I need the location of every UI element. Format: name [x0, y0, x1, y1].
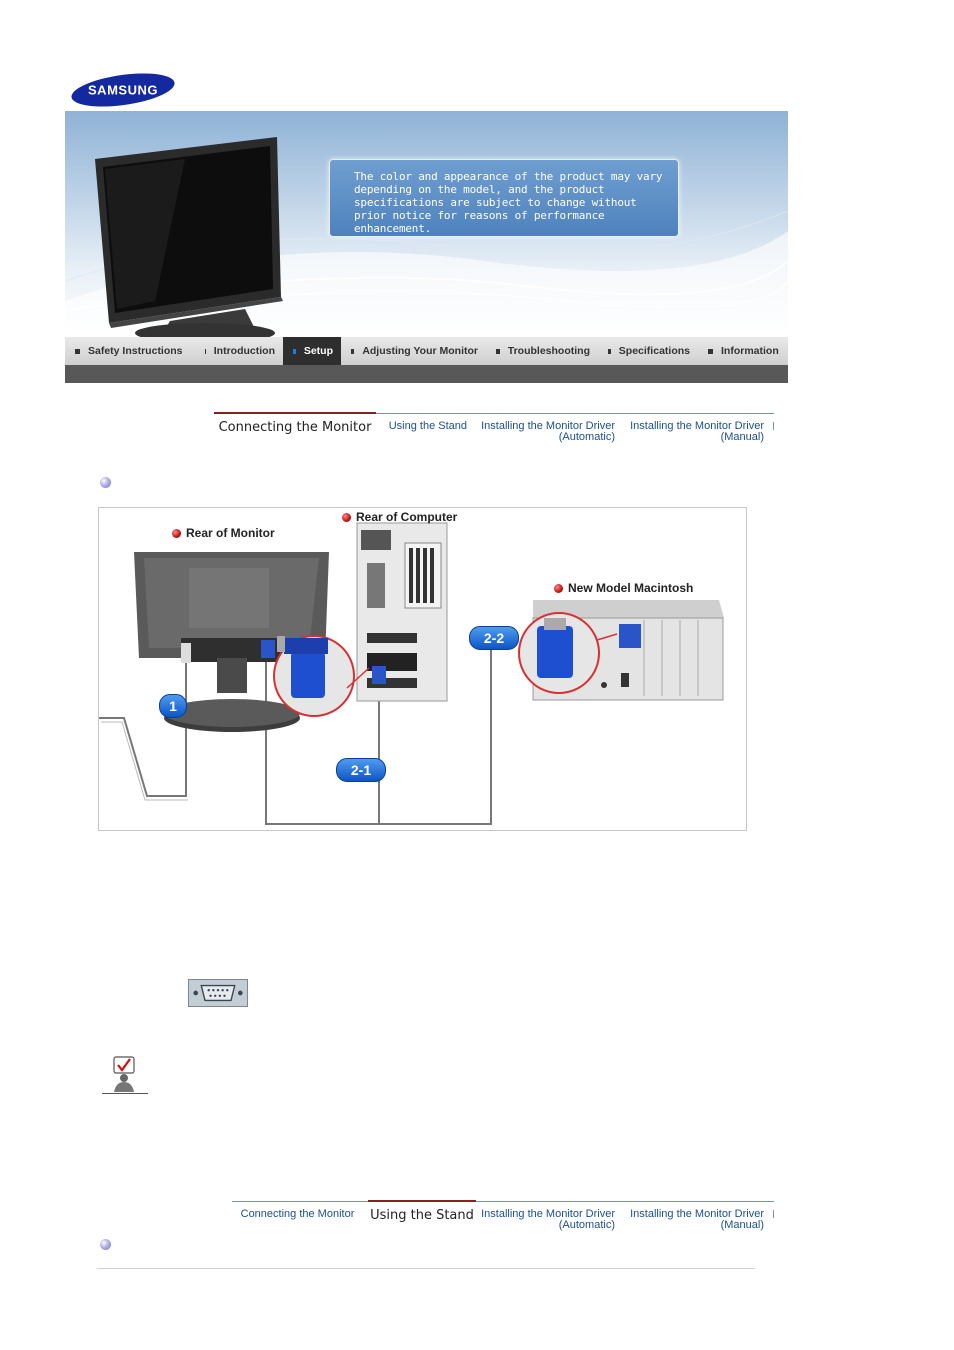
divider	[97, 1268, 755, 1269]
nav-item-information[interactable]: Information	[698, 337, 788, 365]
samsung-logo[interactable]	[70, 72, 176, 108]
red-dot-icon	[172, 529, 181, 538]
diagram-illustration	[99, 508, 747, 831]
computer-rear-illustration	[357, 523, 447, 701]
note-icon	[102, 1055, 148, 1095]
notice-text: The color and appearance of the product may vary depending on the model, and the product specifications are subject to change without prior notice for reasons of performance enhancement.	[354, 170, 663, 235]
sub-nav-bottom	[214, 1201, 774, 1241]
monitor-connector-zoom	[274, 636, 354, 716]
mac-connector-zoom	[519, 613, 599, 693]
banner	[65, 111, 788, 337]
section-bullet-icon	[100, 1239, 111, 1250]
tab-using-the-stand-bottom[interactable]: Using the Stand	[368, 1200, 476, 1234]
bullet-square-icon	[351, 349, 354, 354]
bullet-square-icon	[496, 349, 500, 354]
bullet-square-icon	[708, 349, 713, 354]
nav-item-adjusting-your-monitor[interactable]: Adjusting Your Monitor	[341, 337, 486, 365]
nav-strip	[65, 365, 788, 383]
callout-2-2: 2-2	[469, 626, 519, 650]
bullet-square-icon	[293, 349, 296, 354]
callout-1: 1	[159, 694, 187, 718]
nav-item-specifications[interactable]: Specifications	[598, 337, 698, 365]
label-rear-of-monitor: Rear of Monitor	[172, 526, 275, 540]
tab-using-the-stand[interactable]: Using the Stand	[388, 420, 467, 432]
bullet-square-icon	[608, 349, 611, 354]
tab-driver-manual-bottom[interactable]: Installing the Monitor Driver (Manual)	[630, 1208, 764, 1231]
sub-nav-top	[214, 413, 774, 453]
tab-driver-automatic-bottom[interactable]: Installing the Monitor Driver (Automatic)	[481, 1208, 615, 1231]
red-dot-icon	[342, 513, 351, 522]
red-dot-icon	[554, 584, 563, 593]
tab-connecting-the-monitor-bottom[interactable]: Connecting the Monitor	[240, 1208, 355, 1220]
logo-text: SAMSUNG	[88, 82, 158, 98]
bullet-square-icon	[75, 349, 80, 354]
bullet-square-icon	[205, 349, 206, 354]
tab-driver-automatic[interactable]: Installing the Monitor Driver (Automatic)	[481, 420, 615, 443]
label-rear-of-computer: Rear of Computer	[342, 510, 457, 524]
nav-item-introduction[interactable]: Introduction	[213, 345, 275, 357]
label-new-model-macintosh: New Model Macintosh	[554, 581, 693, 595]
vga-port-icon	[188, 979, 248, 1007]
main-nav	[65, 337, 788, 365]
callout-2-1: 2-1	[336, 758, 386, 782]
tab-connecting-the-monitor[interactable]: Connecting the Monitor	[214, 412, 376, 446]
tab-driver-manual[interactable]: Installing the Monitor Driver (Manual)	[630, 420, 764, 443]
section-bullet-icon	[100, 477, 111, 488]
nav-item-safety-instructions[interactable]: Safety Instructions	[65, 337, 195, 365]
nav-item-setup[interactable]: Setup	[283, 337, 341, 365]
connection-diagram	[98, 507, 747, 831]
nav-item-troubleshooting[interactable]: Troubleshooting	[486, 337, 598, 365]
notice-box	[329, 159, 679, 237]
